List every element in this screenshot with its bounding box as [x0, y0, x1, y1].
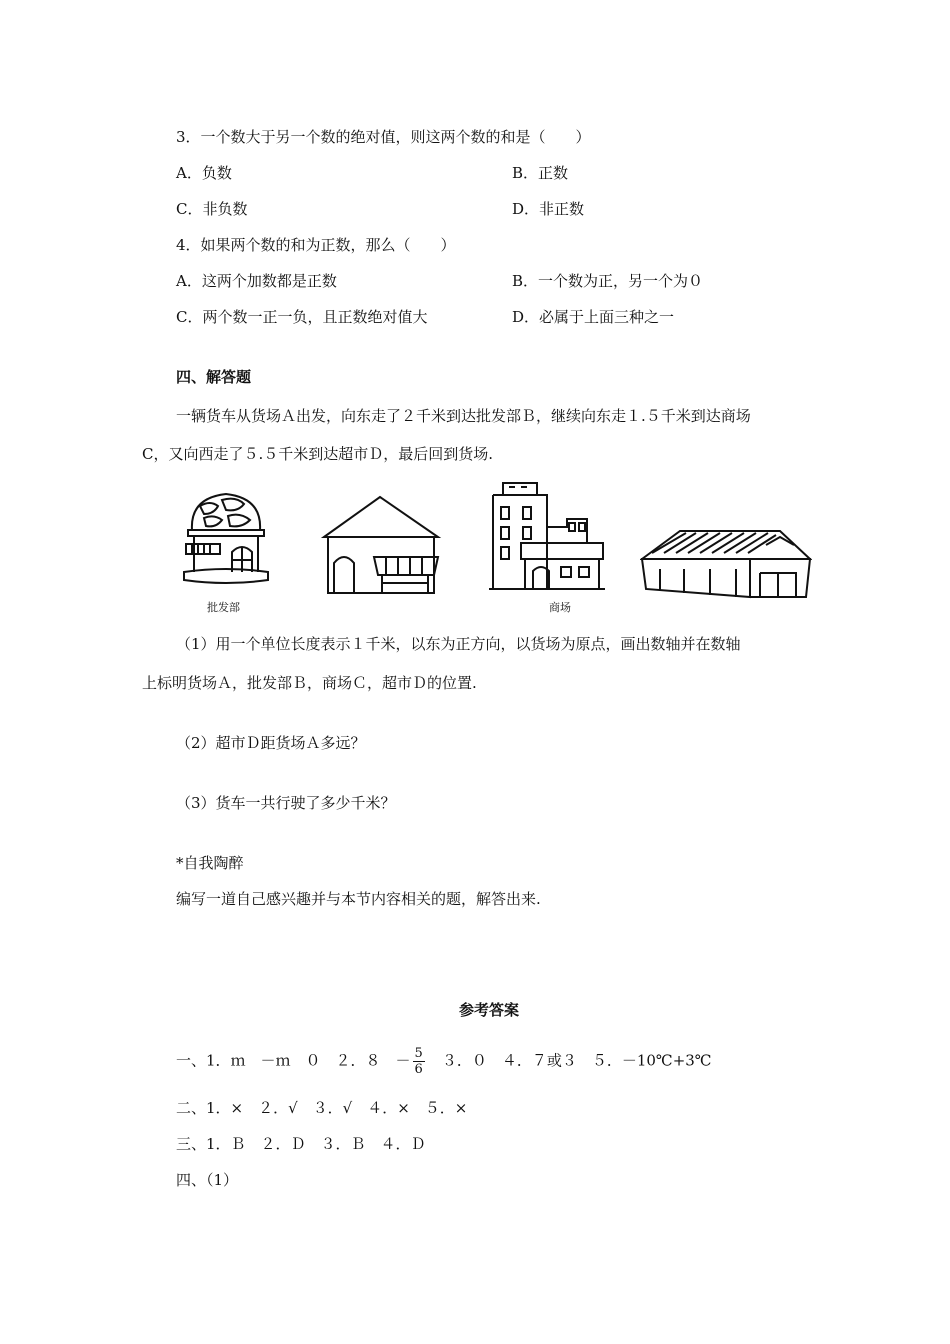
sub-question-1-line-2: 上标明货场Ａ，批发部Ｂ，商场Ｃ，超市Ｄ的位置.: [142, 674, 477, 692]
house-illustration: [320, 493, 442, 599]
answers-row-4: 四、（1）: [176, 1171, 239, 1189]
fraction-denominator: 6: [414, 1062, 423, 1077]
question-4-option-a: A．这两个加数都是正数: [176, 272, 337, 290]
answers-row-2: 二、1．× ２．√ ３．√ ４．× ５．×: [176, 1099, 468, 1117]
answers-row-1-pre: 一、1．ｍ －ｍ ０ ２．８ －: [176, 1051, 411, 1070]
sub-question-3: （3）货车一共行驶了多少千米？: [176, 794, 396, 812]
question-3-option-c: C．非负数: [176, 200, 248, 218]
extra-text: 编写一道自己感兴趣并与本节内容相关的题，解答出来.: [176, 890, 541, 908]
answers-heading: 参考答案: [459, 1001, 520, 1019]
question-3-option-a: A．负数: [176, 164, 232, 182]
warehouse-illustration: [640, 525, 812, 603]
problem-intro-line-2: C，又向西走了５.５千米到达超市Ｄ，最后回到货场.: [142, 445, 494, 463]
answers-row-3: 三、1．Ｂ ２．Ｄ ３．Ｂ ４．Ｄ: [176, 1135, 426, 1153]
question-3-option-d: D．非正数: [512, 200, 585, 218]
answers-row-1-post: ３．０ ４．７或３ ５．－10℃+3℃: [426, 1051, 712, 1070]
answers-row-1: [176, 1046, 712, 1077]
sub-question-1-line-1: （1）用一个单位长度表示１千米，以东为正方向，以货场为原点，画出数轴并在数轴: [176, 635, 741, 653]
fraction-numerator: 5: [414, 1046, 423, 1061]
question-3-option-b: B．正数: [512, 164, 569, 182]
sub-question-2: （2）超市Ｄ距货场Ａ多远？: [176, 734, 366, 752]
question-4-stem: 4．如果两个数的和为正数，那么（ ）: [176, 236, 456, 254]
mall-building-illustration: [487, 479, 607, 591]
mall-caption: 商场: [549, 601, 571, 614]
fraction: [413, 1046, 425, 1077]
question-4-option-c: C．两个数一正一负，且正数绝对值大: [176, 308, 428, 326]
question-4-option-d: D．必属于上面三种之一: [512, 308, 675, 326]
question-4-option-b: B．一个数为正，另一个为０: [512, 272, 704, 290]
question-3-stem: 3．一个数大于另一个数的绝对值，则这两个数的和是（ ）: [176, 128, 591, 146]
wholesale-caption: 批发部: [207, 601, 240, 614]
extra-heading: *自我陶醉: [176, 854, 244, 872]
problem-intro-line-1: 一辆货车从货场Ａ出发，向东走了２千米到达批发部Ｂ，继续向东走１.５千米到达商场: [176, 407, 751, 425]
wholesale-building-illustration: [180, 488, 272, 588]
section-heading: 四、解答题: [176, 368, 252, 386]
